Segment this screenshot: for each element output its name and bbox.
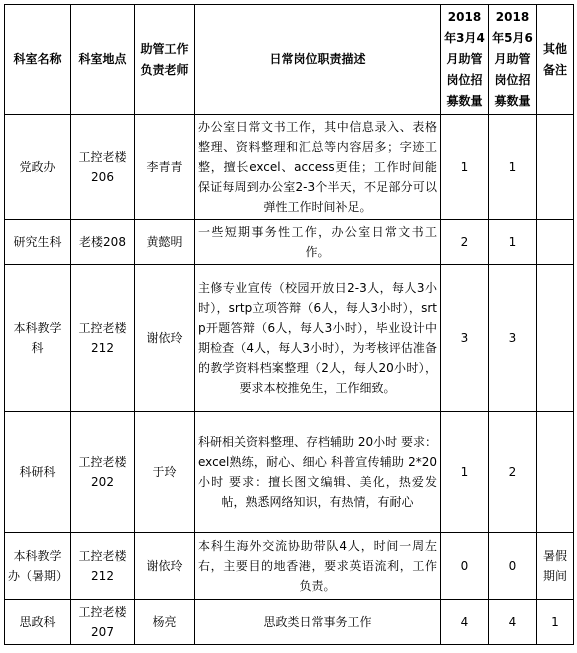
cell-location: 工控老楼212 — [71, 265, 135, 412]
header-dept: 科室名称 — [5, 5, 71, 115]
header-row — [5, 5, 574, 115]
cell-remarks — [537, 265, 574, 412]
cell-duties: 思政类日常事务工作 — [195, 600, 441, 645]
cell-location: 工控老楼212 — [71, 533, 135, 600]
header-duties: 日常岗位职责描述 — [195, 5, 441, 115]
cell-duties: 一些短期事务性工作，办公室日常文书工作。 — [195, 220, 441, 265]
cell-teacher: 于玲 — [135, 412, 195, 533]
cell-remarks — [537, 412, 574, 533]
cell-dept: 本科教学科 — [5, 265, 71, 412]
cell-duties: 本科生海外交流协助带队4人，时间一周左右，主要目的地香港，要求英语流利，工作负责。 — [195, 533, 441, 600]
cell-remarks: 暑假期间 — [537, 533, 574, 600]
cell-may-jun: 4 — [489, 600, 537, 645]
header-teacher: 助管工作负责老师 — [135, 5, 195, 115]
cell-mar-apr: 2 — [441, 220, 489, 265]
cell-mar-apr: 4 — [441, 600, 489, 645]
cell-may-jun: 0 — [489, 533, 537, 600]
cell-mar-apr: 1 — [441, 412, 489, 533]
cell-dept: 思政科 — [5, 600, 71, 645]
cell-teacher: 黄懿明 — [135, 220, 195, 265]
cell-location: 老楼208 — [71, 220, 135, 265]
cell-duties: 办公室日常文书工作，其中信息录入、表格整理、资料整理和汇总等内容居多；字迹工整，擅长excel、access更佳；工作时间能保证每周到办公室2-3个半天，不足部分可以弹性工作时间补足。 — [195, 115, 441, 220]
cell-remarks — [537, 220, 574, 265]
header-mar-apr: 2018年3月4月助管岗位招募数量 — [441, 5, 489, 115]
cell-may-jun: 2 — [489, 412, 537, 533]
cell-mar-apr: 0 — [441, 533, 489, 600]
table-row — [5, 115, 574, 220]
cell-teacher: 杨亮 — [135, 600, 195, 645]
cell-remarks: 1 — [537, 600, 574, 645]
table-row — [5, 265, 574, 412]
cell-location: 工控老楼202 — [71, 412, 135, 533]
cell-dept: 科研科 — [5, 412, 71, 533]
header-remarks: 其他备注 — [537, 5, 574, 115]
cell-duties: 科研相关资料整理、存档辅助 20小时 要求：excel熟练，耐心、细心 科普宣传辅助 2*20小时 要求：擅长图文编辑、美化，热爱发帖，熟悉网络知识，有热情，有耐心 — [195, 412, 441, 533]
cell-teacher: 谢依玲 — [135, 265, 195, 412]
cell-dept: 研究生科 — [5, 220, 71, 265]
cell-teacher: 谢依玲 — [135, 533, 195, 600]
cell-may-jun: 1 — [489, 115, 537, 220]
cell-dept: 党政办 — [5, 115, 71, 220]
cell-may-jun: 3 — [489, 265, 537, 412]
cell-teacher: 李青青 — [135, 115, 195, 220]
header-may-jun: 2018年5月6月助管岗位招募数量 — [489, 5, 537, 115]
table-row — [5, 600, 574, 645]
table-row — [5, 412, 574, 533]
cell-remarks — [537, 115, 574, 220]
cell-may-jun: 1 — [489, 220, 537, 265]
cell-location: 工控老楼206 — [71, 115, 135, 220]
cell-duties: 主修专业宣传（校园开放日2-3人，每人3小时），srtp立项答辩（6人，每人3小时），srtp开题答辩（6人，每人3小时），毕业设计中期检查（4人，每人3小时），为考核评估准备的教学资料档案整理（2人，每人20小时），要求本校推免生，工作细致。 — [195, 265, 441, 412]
table-row — [5, 220, 574, 265]
cell-mar-apr: 3 — [441, 265, 489, 412]
cell-dept: 本科教学办（暑期） — [5, 533, 71, 600]
recruitment-table — [4, 4, 574, 645]
table-row — [5, 533, 574, 600]
cell-location: 工控老楼207 — [71, 600, 135, 645]
header-location: 科室地点 — [71, 5, 135, 115]
cell-mar-apr: 1 — [441, 115, 489, 220]
